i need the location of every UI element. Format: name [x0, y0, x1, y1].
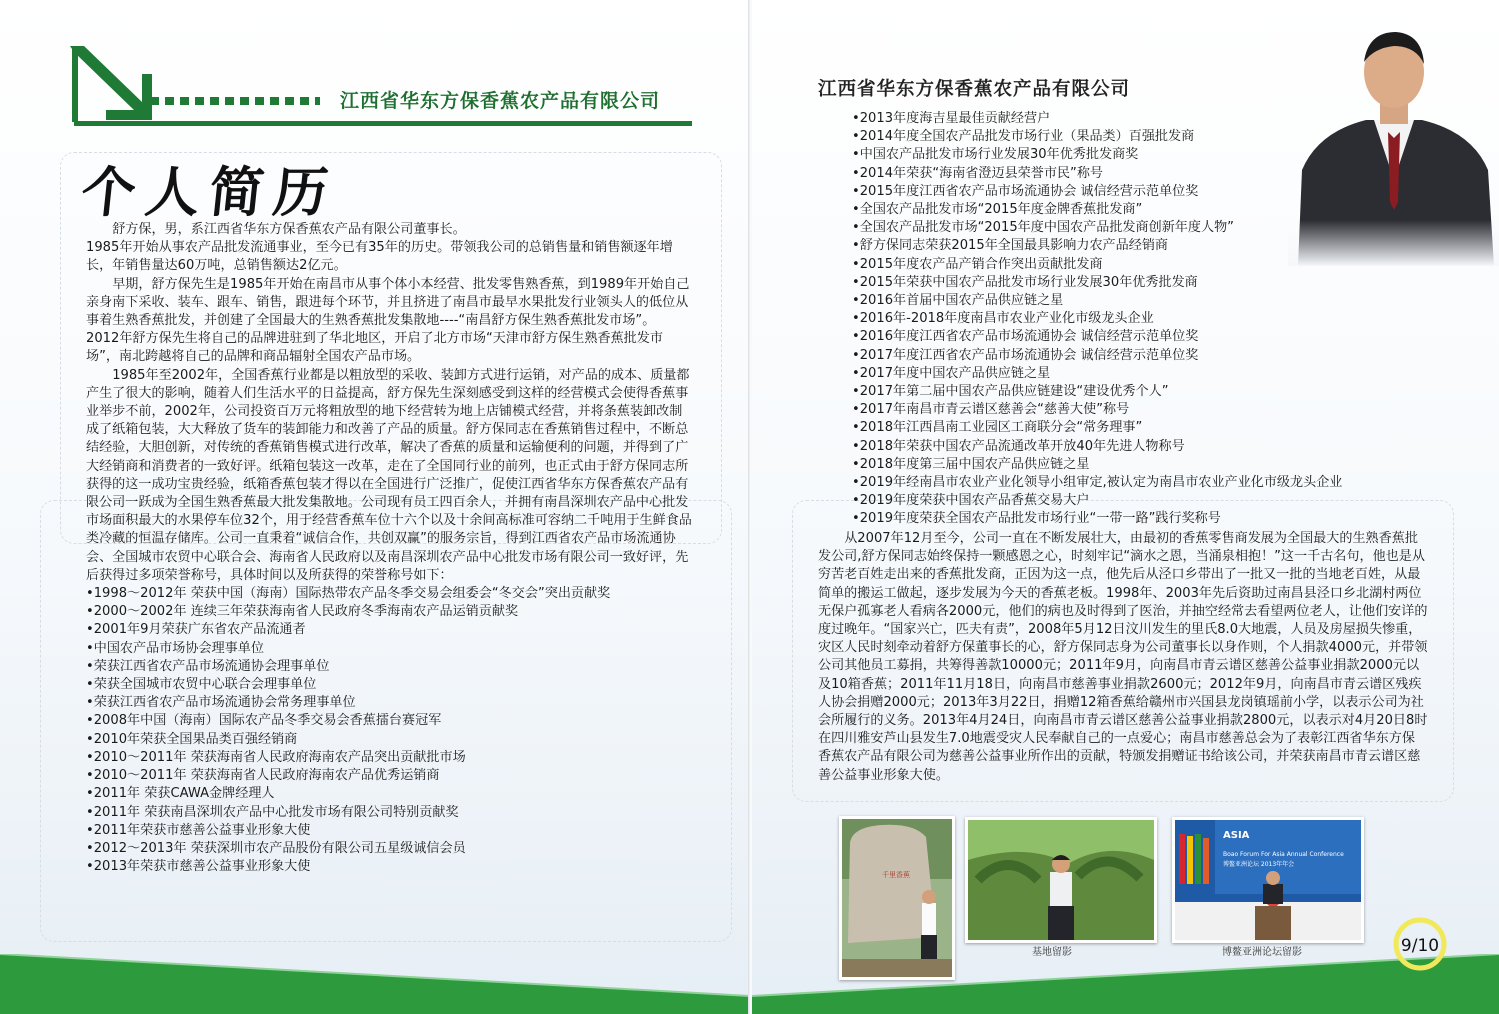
- list-item: •2018年江西昌南工业园区工商联分会“常务理事”: [852, 420, 1143, 436]
- honors-list: [86, 585, 692, 876]
- list-item: •2011年荣获市慈善公益事业形象大使: [86, 822, 311, 838]
- list-item: •全国农产品批发市场“2015年度中国农产品批发商创新年度人物”: [852, 220, 1234, 236]
- page-title: 个人简历: [78, 160, 341, 224]
- list-item: •2015年度农产品产销合作突出贡献批发商: [852, 256, 1103, 272]
- list-item: •2001年9月荣获广东省农产品流通者: [86, 622, 306, 638]
- dotted-divider: [150, 97, 320, 105]
- list-item: •1998～2012年 荣获中国（海南）国际热带农产品冬季交易会组委会“冬交会”突出贡献奖: [86, 586, 611, 602]
- banana-base-photo: [965, 817, 1157, 943]
- list-item: •荣获江西省农产品市场流通协会理事单位: [86, 658, 330, 674]
- list-item: •2012～2013年 荣获深圳市农产品股份有限公司五星级诚信会员: [86, 840, 466, 856]
- forum-logo: ASIA: [1223, 830, 1250, 841]
- header-rule: [74, 121, 692, 126]
- company-name: 江西省华东方保香蕉农产品有限公司: [340, 90, 661, 112]
- list-item: •荣获江西省农产品市场流通协会常务理事单位: [86, 695, 356, 711]
- company-name: 江西省华东方保香蕉农产品有限公司: [818, 79, 1131, 100]
- list-item: •2019年经南昌市农业产业化领导小组审定,被认定为南昌市农业产业化市级龙头企业: [852, 475, 1343, 491]
- charity-body: [818, 530, 1428, 785]
- resume-body: [86, 221, 692, 876]
- list-item: •中国农产品批发市场行业发展30年优秀批发商奖: [852, 147, 1139, 163]
- list-item: •2008年中国（海南）国际农产品冬季交易会香蕉擂台赛冠军: [86, 713, 442, 729]
- list-item: •2017年度中国农产品供应链之星: [852, 365, 1051, 381]
- list-item: •2010年荣获全国果品类百强经销商: [86, 731, 298, 747]
- list-item: •2017年度江西省农产品市场流通协会 诚信经营示范单位奖: [852, 347, 1199, 363]
- paragraph: 舒方保，男，系江西省华东方保香蕉农产品有限公司董事长。: [112, 222, 466, 237]
- list-item: •2016年度江西省农产品市场流通协会 诚信经营示范单位奖: [852, 329, 1199, 345]
- list-item: •2014年荣获“海南省澄迈县荣誉市民”称号: [852, 165, 1104, 181]
- forum-screen-text: 博鳌亚洲论坛 2013年年会: [1223, 861, 1295, 868]
- arrow-logo-icon: [64, 40, 154, 122]
- paragraph: 早期，舒方保先生是1985年开始在南昌市从事个体小本经营、批发零售熟香蕉，到1989年开始自己亲身南下采收、装车、跟车、销售，跟进每个环节，并且挤进了南昌市最早水果批发行业领头人的低位从事着生熟香蕉批发，并创建了全国最大的生熟香蕉批发集散地----“南昌舒方保生熟香蕉批发市场”。: [86, 276, 690, 329]
- list-item: •2010～2011年 荣获海南省人民政府海南农产品优秀运销商: [86, 768, 440, 784]
- list-item: •2018年度第三届中国农产品供应链之星: [852, 456, 1090, 472]
- list-item: •2010～2011年 荣获海南省人民政府海南农产品突出贡献批市场: [86, 749, 466, 765]
- forum-screen-text: Boao Forum For Asia Annual Conference: [1223, 851, 1344, 858]
- photo-caption: 博鳌亚洲论坛留影: [1222, 947, 1302, 958]
- list-item: •2000～2002年 连续三年荣获海南省人民政府冬季海南农产品运销贡献奖: [86, 604, 519, 620]
- right-page: [752, 0, 1499, 1014]
- list-item: •2013年度海吉星最佳贡献经营户: [852, 111, 1051, 126]
- paragraph: 2012年舒方保先生将自己的品牌进驻到了华北地区，开启了北方市场“天津市舒方保生熟香蕉批发市场”，南北跨越将自己的品牌和商品辐射全国农产品市场。: [86, 331, 663, 365]
- paragraph: 1985年开始从事农产品批发流通事业，至今已有35年的历史。带领我公司的总销售量和销售额逐年增长，年销售量达60万吨，总销售额达2亿元。: [86, 240, 673, 274]
- chairman-portrait: [1288, 20, 1499, 266]
- green-footer-band: [752, 954, 1499, 1014]
- boao-forum-photo: [1172, 817, 1364, 943]
- stone-inscription: 千里香蕉: [882, 871, 910, 879]
- list-item: •2016年首届中国农产品供应链之星: [852, 293, 1064, 309]
- list-item: •2016年-2018年度南昌市农业产业化市级龙头企业: [852, 311, 1154, 327]
- list-item: •2011年 荣获南昌深圳农产品中心批发市场有限公司特别贡献奖: [86, 804, 459, 820]
- awards-list: [852, 110, 1343, 529]
- list-item: •荣获全国城市农贸中心联合会理事单位: [86, 677, 317, 693]
- list-item: •2019年度荣获中国农产品香蕉交易大户: [852, 493, 1090, 509]
- list-item: •2017年南昌市青云谱区慈善会“慈善大使”称号: [852, 402, 1130, 418]
- paragraph: 从2007年12月至今，公司一直在不断发展壮大，由最初的香蕉零售商发展为全国最大的生熟香蕉批发公司,舒方保同志始终保持一颗感恩之心，时刻牢记“滴水之恩，当涌泉相抱！”这一千古名句，他也是从穷苦老百姓走出来的香蕉批发商，正因为这一点，他先后从泾口乡带出了一批又一批的当地老百姓，从最简单的搬运工做起，逐步发展为今天的香蕉老板。1998年、2003年先后资助过南昌县泾口乡北湖村两位无保户孤寡老人看病各2000元，他们的病也及时得到了医治，并抽空经常去看望两位老人，让他们安详的度过晚年。“国家兴亡，匹夫有责”，2008年5月12日汶川发生的里氏8.0大地震，人员及房屋损失惨重，灾区人民时刻牵动着舒方保董事长的心，舒方保同志身为公司董事长以身作则，个人捐款4000元，并带领公司其他员工募捐，共筹得善款10000元；2011年9月，向南昌市青云谱区慈善公益事业捐款2000元以及10箱香蕉；2011年11月18日，向南昌市慈善事业捐款2600元；2012年9月，向南昌市青云谱区残疾人协会捐赠2000元；2013年3月22日，捐赠12箱香蕉给赣州市兴国县龙岗镇瑶前小学，以表示公司为社会所履行的义务。2013年4月24日，向南昌市青云谱区慈善公益事业捐款2800元，以表示对4月20日8时在四川雅安芦山县发生7.0地震受灾人民奉献自己的一点爱心；南昌市慈善总会为了表彰江西省华东方保香蕉农产品有限公司为慈善公益事业所作出的贡献，特颁发捐赠证书给该公司，并荣获南昌市青云谱区慈善公益事业形象大使。: [818, 531, 1428, 783]
- list-item: •2019年度荣获全国农产品批发市场行业“一带一路”践行奖称号: [852, 511, 1221, 527]
- list-item: •2018年荣获中国农产品流通改革开放40年先进人物称号: [852, 438, 1185, 454]
- list-item: •中国农产品市场协会理事单位: [86, 640, 264, 656]
- list-item: •2017年第二届中国农产品供应链建设“建设优秀个人”: [852, 384, 1169, 400]
- list-item: •2015年度江西省农产品市场流通协会 诚信经营示范单位奖: [852, 183, 1199, 199]
- list-item: •舒方保同志荣获2015年全国最具影响力农产品经销商: [852, 238, 1169, 254]
- page-number-badge: [1392, 916, 1448, 972]
- page-number: 9/10: [1400, 936, 1440, 956]
- list-item: •2014年度全国农产品批发市场行业（果品类）百强批发商: [852, 129, 1195, 145]
- list-item: •2011年 荣获CAWA金牌经理人: [86, 786, 275, 802]
- list-item: •全国农产品批发市场“2015年度金牌香蕉批发商”: [852, 202, 1143, 218]
- photo-caption: 基地留影: [1032, 947, 1072, 958]
- paragraph: 1985年至2002年，全国香蕉行业都是以粗放型的采收、装卸方式进行运销，对产品的成本、质量都产生了很大的影响，随着人们生活水平的日益提高，舒方保先生深刻感受到这样的经营模式会使得香蕉事业举步不前，2002年，公司投资百万元将粗放型的地下经营转为地上店铺模式经营，并将条蕉装卸改制成了纸箱包装，大大释放了货车的装卸能力和改善了产品的质量。舒方保同志在香蕉销售过程中，不断总结经验，大胆创新，对传统的香蕉销售模式进行改革，解决了香蕉的质量和运输便利的问题，并得到了广大经销商和消费者的一致好评。纸箱包装这一改革，走在了全国同行业的前列，也正式由于舒方保同志所获得的这一成功宝贵经验，纸箱香蕉包装才得以在全国进行广泛推广，促使江西省华东方保香蕉农产品有限公司一跃成为全国生熟香蕉最大批发集散地。公司现有员工四百余人，并拥有南昌深圳农产品中心批发市场面积最大的水果停车位32个，用于经营香蕉车位十六个以及十余间高标准可容纳二千吨用于生鲜食品类冷藏的恒温存储库。公司一直秉着“诚信合作，共创双赢”的服务宗旨，得到江西省农产品市场流通协会、全国城市农贸中心联合会、海南省人民政府以及南昌深圳农产品中心批发市场有限公司一致好评，先后获得过多项荣誉称号，具体时间以及所获得的荣誉称号如下：: [86, 367, 692, 583]
- list-item: •2013年荣获市慈善公益事业形象大使: [86, 859, 311, 875]
- list-item: •2015年荣获中国农产品批发市场行业发展30年优秀批发商: [852, 274, 1198, 290]
- green-footer-band: [0, 954, 750, 1014]
